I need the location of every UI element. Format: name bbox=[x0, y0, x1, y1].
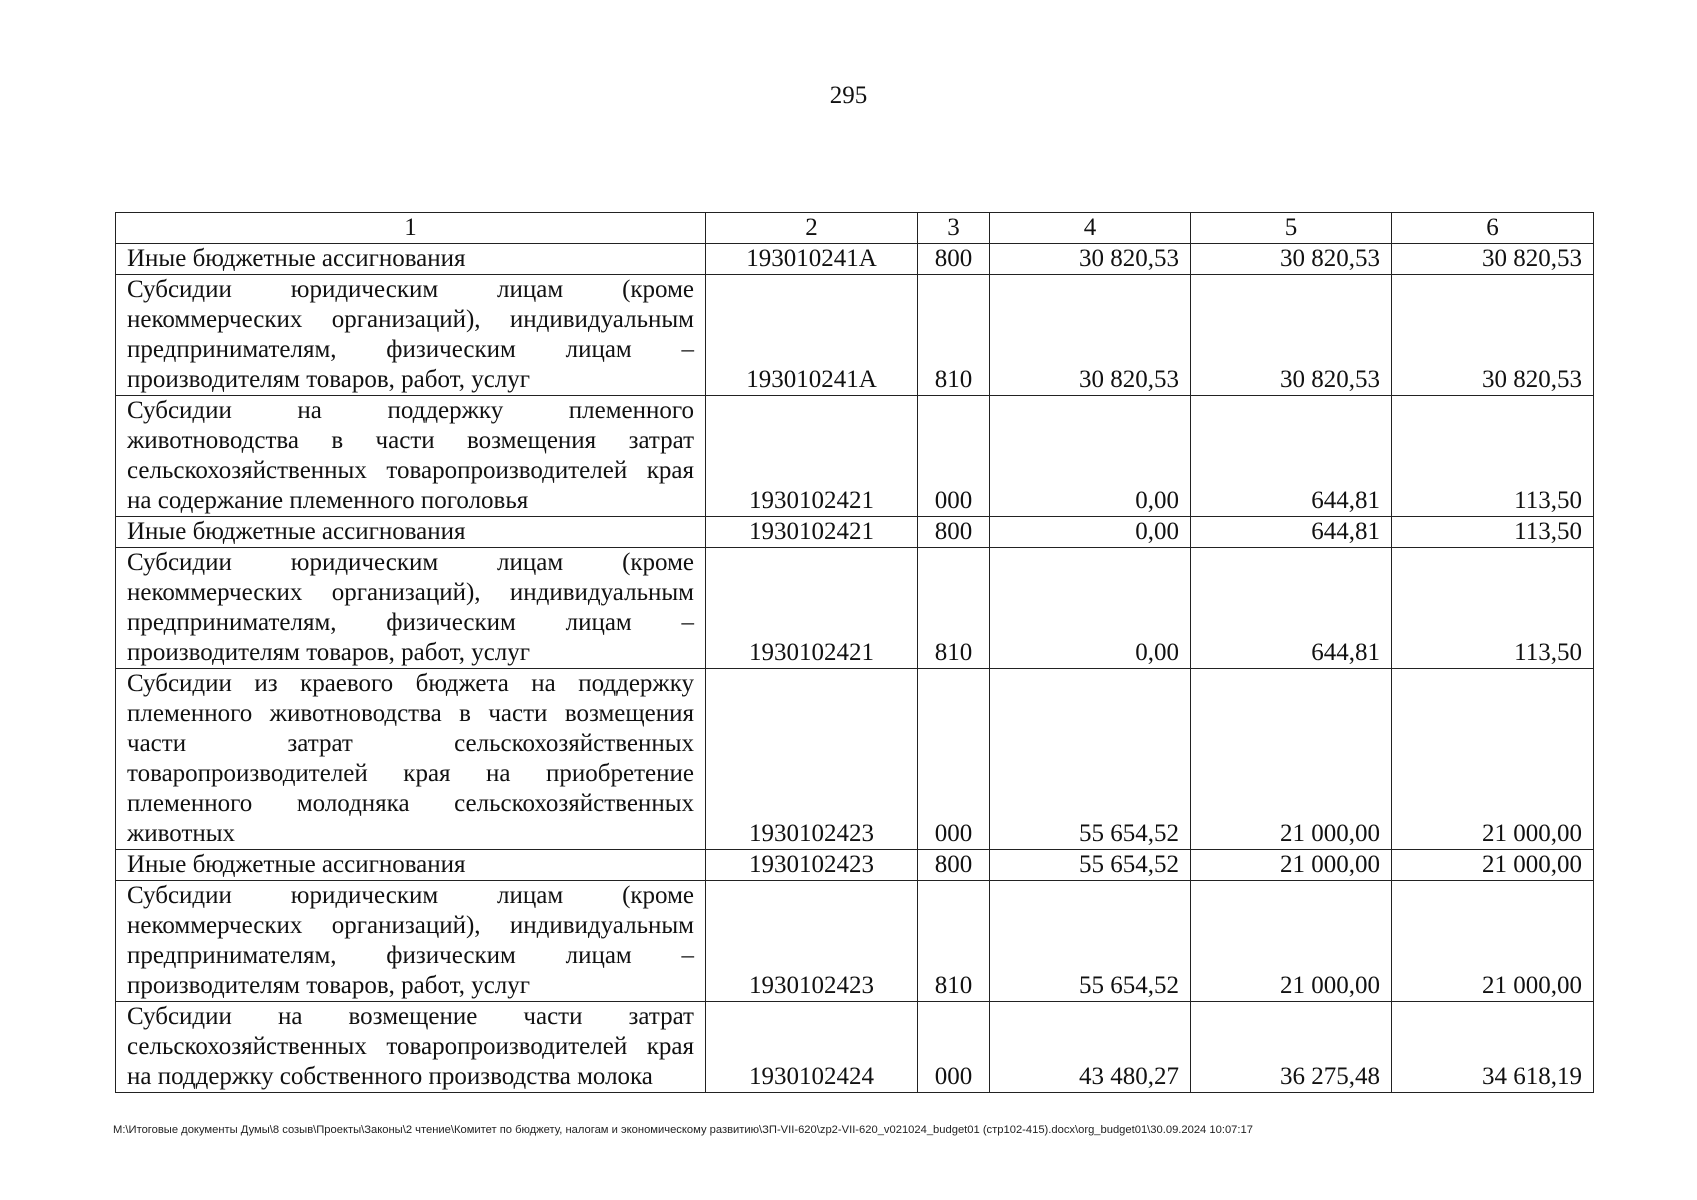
table-row bbox=[116, 275, 1594, 396]
row-value-4: 55 654,52 bbox=[990, 881, 1191, 1002]
row-value-5: 21 000,00 bbox=[1191, 881, 1392, 1002]
table-row bbox=[116, 850, 1594, 881]
row-value-5: 30 820,53 bbox=[1191, 244, 1392, 275]
table-row bbox=[116, 548, 1594, 669]
row-target-code: 1930102424 bbox=[706, 1002, 918, 1093]
row-description: Иные бюджетные ассигнования bbox=[116, 517, 706, 548]
row-value-5: 21 000,00 bbox=[1191, 850, 1392, 881]
row-description: Субсидии юридическим лицам (кроме некоммерческих организаций), индивидуальным предпринимателям, физическим лицам – производителям товаров, работ, услуг bbox=[116, 548, 706, 669]
row-expense-type: 800 bbox=[918, 850, 990, 881]
row-value-4: 0,00 bbox=[990, 548, 1191, 669]
row-expense-type: 810 bbox=[918, 275, 990, 396]
row-value-6: 21 000,00 bbox=[1392, 669, 1594, 850]
row-expense-type: 810 bbox=[918, 881, 990, 1002]
row-value-4: 55 654,52 bbox=[990, 669, 1191, 850]
row-expense-type: 000 bbox=[918, 669, 990, 850]
column-header: 5 bbox=[1191, 213, 1392, 244]
row-value-6: 30 820,53 bbox=[1392, 275, 1594, 396]
row-target-code: 1930102421 bbox=[706, 396, 918, 517]
table-row bbox=[116, 244, 1594, 275]
row-target-code: 193010241А bbox=[706, 275, 918, 396]
row-value-5: 644,81 bbox=[1191, 548, 1392, 669]
row-description: Субсидии из краевого бюджета на поддержку племенного животноводства в части возмещения части затрат сельскохозяйственных товаропроизводителей края на приобретение племенного молодняка сельскохозяйственных животных bbox=[116, 669, 706, 850]
row-value-4: 55 654,52 bbox=[990, 850, 1191, 881]
row-value-5: 644,81 bbox=[1191, 517, 1392, 548]
row-value-6: 113,50 bbox=[1392, 517, 1594, 548]
page-number: 295 bbox=[829, 82, 868, 109]
row-expense-type: 000 bbox=[918, 1002, 990, 1093]
row-description: Субсидии на возмещение части затрат сельскохозяйственных товаропроизводителей края на поддержку собственного производства молока bbox=[116, 1002, 706, 1093]
row-value-4: 43 480,27 bbox=[990, 1002, 1191, 1093]
column-header: 3 bbox=[918, 213, 990, 244]
row-target-code: 1930102421 bbox=[706, 548, 918, 669]
table-row bbox=[116, 669, 1594, 850]
row-value-6: 21 000,00 bbox=[1392, 850, 1594, 881]
row-value-4: 0,00 bbox=[990, 517, 1191, 548]
row-description: Субсидии юридическим лицам (кроме некоммерческих организаций), индивидуальным предпринимателям, физическим лицам – производителям товаров, работ, услуг bbox=[116, 275, 706, 396]
row-value-6: 113,50 bbox=[1392, 548, 1594, 669]
row-value-6: 30 820,53 bbox=[1392, 244, 1594, 275]
row-value-5: 644,81 bbox=[1191, 396, 1392, 517]
row-value-4: 0,00 bbox=[990, 396, 1191, 517]
row-expense-type: 810 bbox=[918, 548, 990, 669]
row-target-code: 1930102421 bbox=[706, 517, 918, 548]
column-header: 4 bbox=[990, 213, 1191, 244]
row-description: Иные бюджетные ассигнования bbox=[116, 850, 706, 881]
row-description: Иные бюджетные ассигнования bbox=[116, 244, 706, 275]
row-target-code: 1930102423 bbox=[706, 850, 918, 881]
row-expense-type: 800 bbox=[918, 517, 990, 548]
row-value-6: 34 618,19 bbox=[1392, 1002, 1594, 1093]
row-expense-type: 000 bbox=[918, 396, 990, 517]
row-value-5: 36 275,48 bbox=[1191, 1002, 1392, 1093]
document-file-path: M:\Итоговые документы Думы\8 созыв\Проекты\Законы\2 чтение\Комитет по бюджету, налогам и экономическому развитию\ЗП-VII-620\zp2-VII-620_v021024_budget01 (стр102-415).docx\org_budget01\30.09.2024 10:07:17 bbox=[113, 1124, 1253, 1136]
column-header: 1 bbox=[116, 213, 706, 244]
row-value-5: 21 000,00 bbox=[1191, 669, 1392, 850]
row-value-5: 30 820,53 bbox=[1191, 275, 1392, 396]
row-value-4: 30 820,53 bbox=[990, 244, 1191, 275]
column-header: 6 bbox=[1392, 213, 1594, 244]
row-value-6: 113,50 bbox=[1392, 396, 1594, 517]
row-description: Субсидии на поддержку племенного животноводства в части возмещения затрат сельскохозяйственных товаропроизводителей края на содержание племенного поголовья bbox=[116, 396, 706, 517]
table-header-row bbox=[116, 213, 1594, 244]
column-header: 2 bbox=[706, 213, 918, 244]
table-row bbox=[116, 1002, 1594, 1093]
row-description: Субсидии юридическим лицам (кроме некоммерческих организаций), индивидуальным предпринимателям, физическим лицам – производителям товаров, работ, услуг bbox=[116, 881, 706, 1002]
budget-table bbox=[115, 212, 1594, 1093]
row-target-code: 193010241А bbox=[706, 244, 918, 275]
table-row bbox=[116, 881, 1594, 1002]
table-row bbox=[116, 517, 1594, 548]
row-expense-type: 800 bbox=[918, 244, 990, 275]
row-value-6: 21 000,00 bbox=[1392, 881, 1594, 1002]
row-target-code: 1930102423 bbox=[706, 881, 918, 1002]
table-row bbox=[116, 396, 1594, 517]
row-target-code: 1930102423 bbox=[706, 669, 918, 850]
row-value-4: 30 820,53 bbox=[990, 275, 1191, 396]
